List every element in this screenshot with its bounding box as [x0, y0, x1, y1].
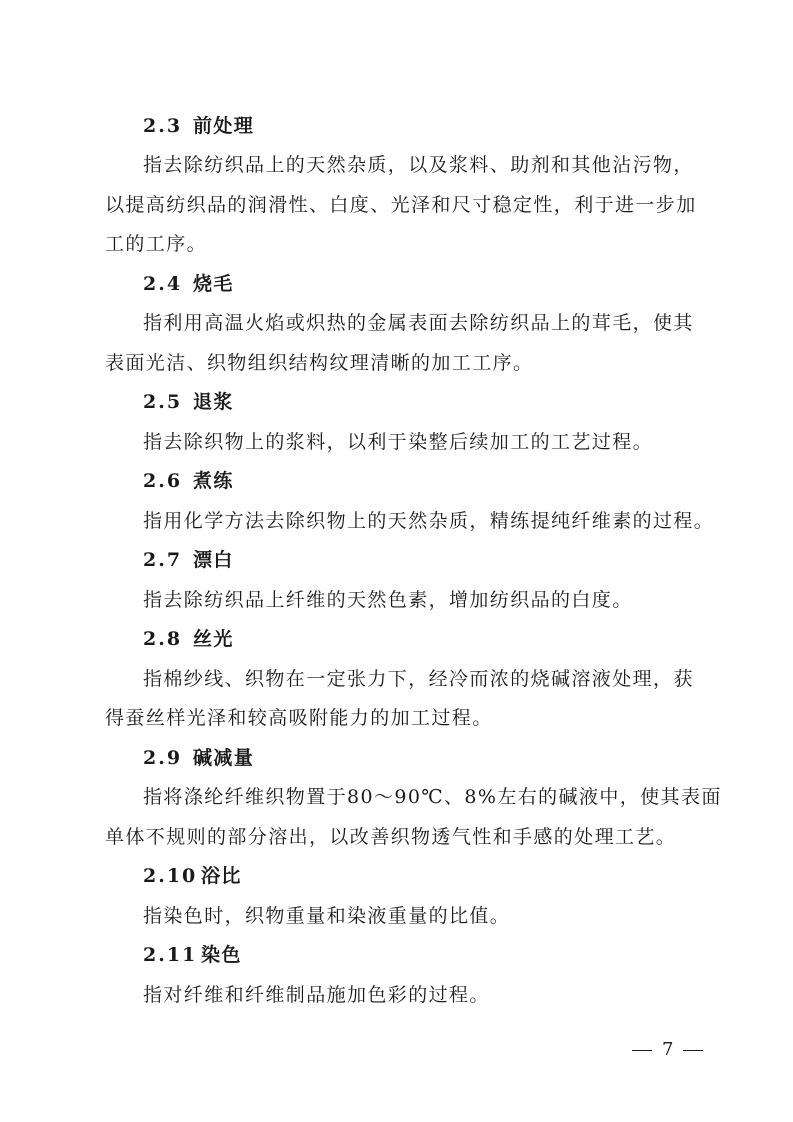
page-footer	[622, 1041, 713, 1059]
section-heading-2-7	[143, 551, 234, 570]
section-number: 2.10	[143, 865, 198, 887]
paragraph-line: 指去除织物上的浆料，以利于染整后续加工的工艺过程。	[143, 431, 654, 453]
section-title: 碱减量	[193, 747, 255, 769]
section-heading-2-9	[143, 749, 254, 768]
section-number: 2.4	[143, 273, 183, 295]
section-title: 染色	[201, 944, 242, 966]
paragraph-line: 工的工序。	[105, 233, 208, 255]
paragraph-line: 表面光洁、织物组织结构纹理清晰的加工工序。	[105, 352, 534, 374]
paragraph-line: 指去除纺织品上纤维的天然色素，增加纺织品的白度。	[143, 589, 633, 611]
section-number: 2.7	[143, 549, 183, 571]
section-number: 2.3	[143, 115, 183, 137]
paragraph-line: 指染色时，织物重量和染液重量的比值。	[143, 905, 511, 927]
section-title: 浴比	[201, 865, 242, 887]
paragraph-line: 以提高纺织品的润滑性、白度、光泽和尺寸稳定性，利于进一步加	[105, 194, 697, 216]
paragraph-line: 指对纤维和纤维制品施加色彩的过程。	[143, 984, 490, 1006]
section-title: 丝光	[193, 628, 234, 650]
section-heading-2-8	[143, 630, 234, 649]
paragraph-line: 指去除纺织品上的天然杂质，以及浆料、助剂和其他沾污物，	[143, 154, 694, 176]
paragraph-line: 指棉纱线、织物在一定张力下，经冷而浓的烧碱溶液处理，获	[143, 668, 694, 690]
dash-left	[632, 1050, 652, 1051]
dash-right	[683, 1050, 703, 1051]
page-number: 7	[662, 1039, 674, 1060]
paragraph-line: 指利用高温火焰或炽热的金属表面去除纺织品上的茸毛，使其	[143, 312, 694, 334]
section-heading-2-5	[143, 393, 234, 412]
paragraph-line: 单体不规则的部分溶出，以改善织物透气性和手感的处理工艺。	[105, 826, 677, 848]
section-heading-2-6	[143, 472, 234, 491]
section-title: 烧毛	[193, 273, 234, 295]
section-heading-2-3	[143, 117, 254, 136]
paragraph-line: 得蚕丝样光泽和较高吸附能力的加工过程。	[105, 707, 493, 729]
section-number: 2.11	[143, 944, 198, 966]
section-title: 漂白	[193, 549, 234, 571]
section-number: 2.5	[143, 391, 183, 413]
section-title: 煮练	[193, 470, 234, 492]
section-heading-2-4	[143, 275, 234, 294]
section-number: 2.6	[143, 470, 183, 492]
paragraph-line: 指将涤纶纤维织物置于80～90℃、8%左右的碱液中，使其表面	[143, 786, 722, 808]
section-title: 前处理	[193, 115, 255, 137]
section-title: 退浆	[193, 391, 234, 413]
section-heading-2-10	[143, 867, 242, 886]
section-number: 2.9	[143, 747, 183, 769]
section-heading-2-11	[143, 946, 242, 965]
paragraph-line: 指用化学方法去除织物上的天然杂质，精练提纯纤维素的过程。	[143, 510, 715, 532]
section-number: 2.8	[143, 628, 183, 650]
